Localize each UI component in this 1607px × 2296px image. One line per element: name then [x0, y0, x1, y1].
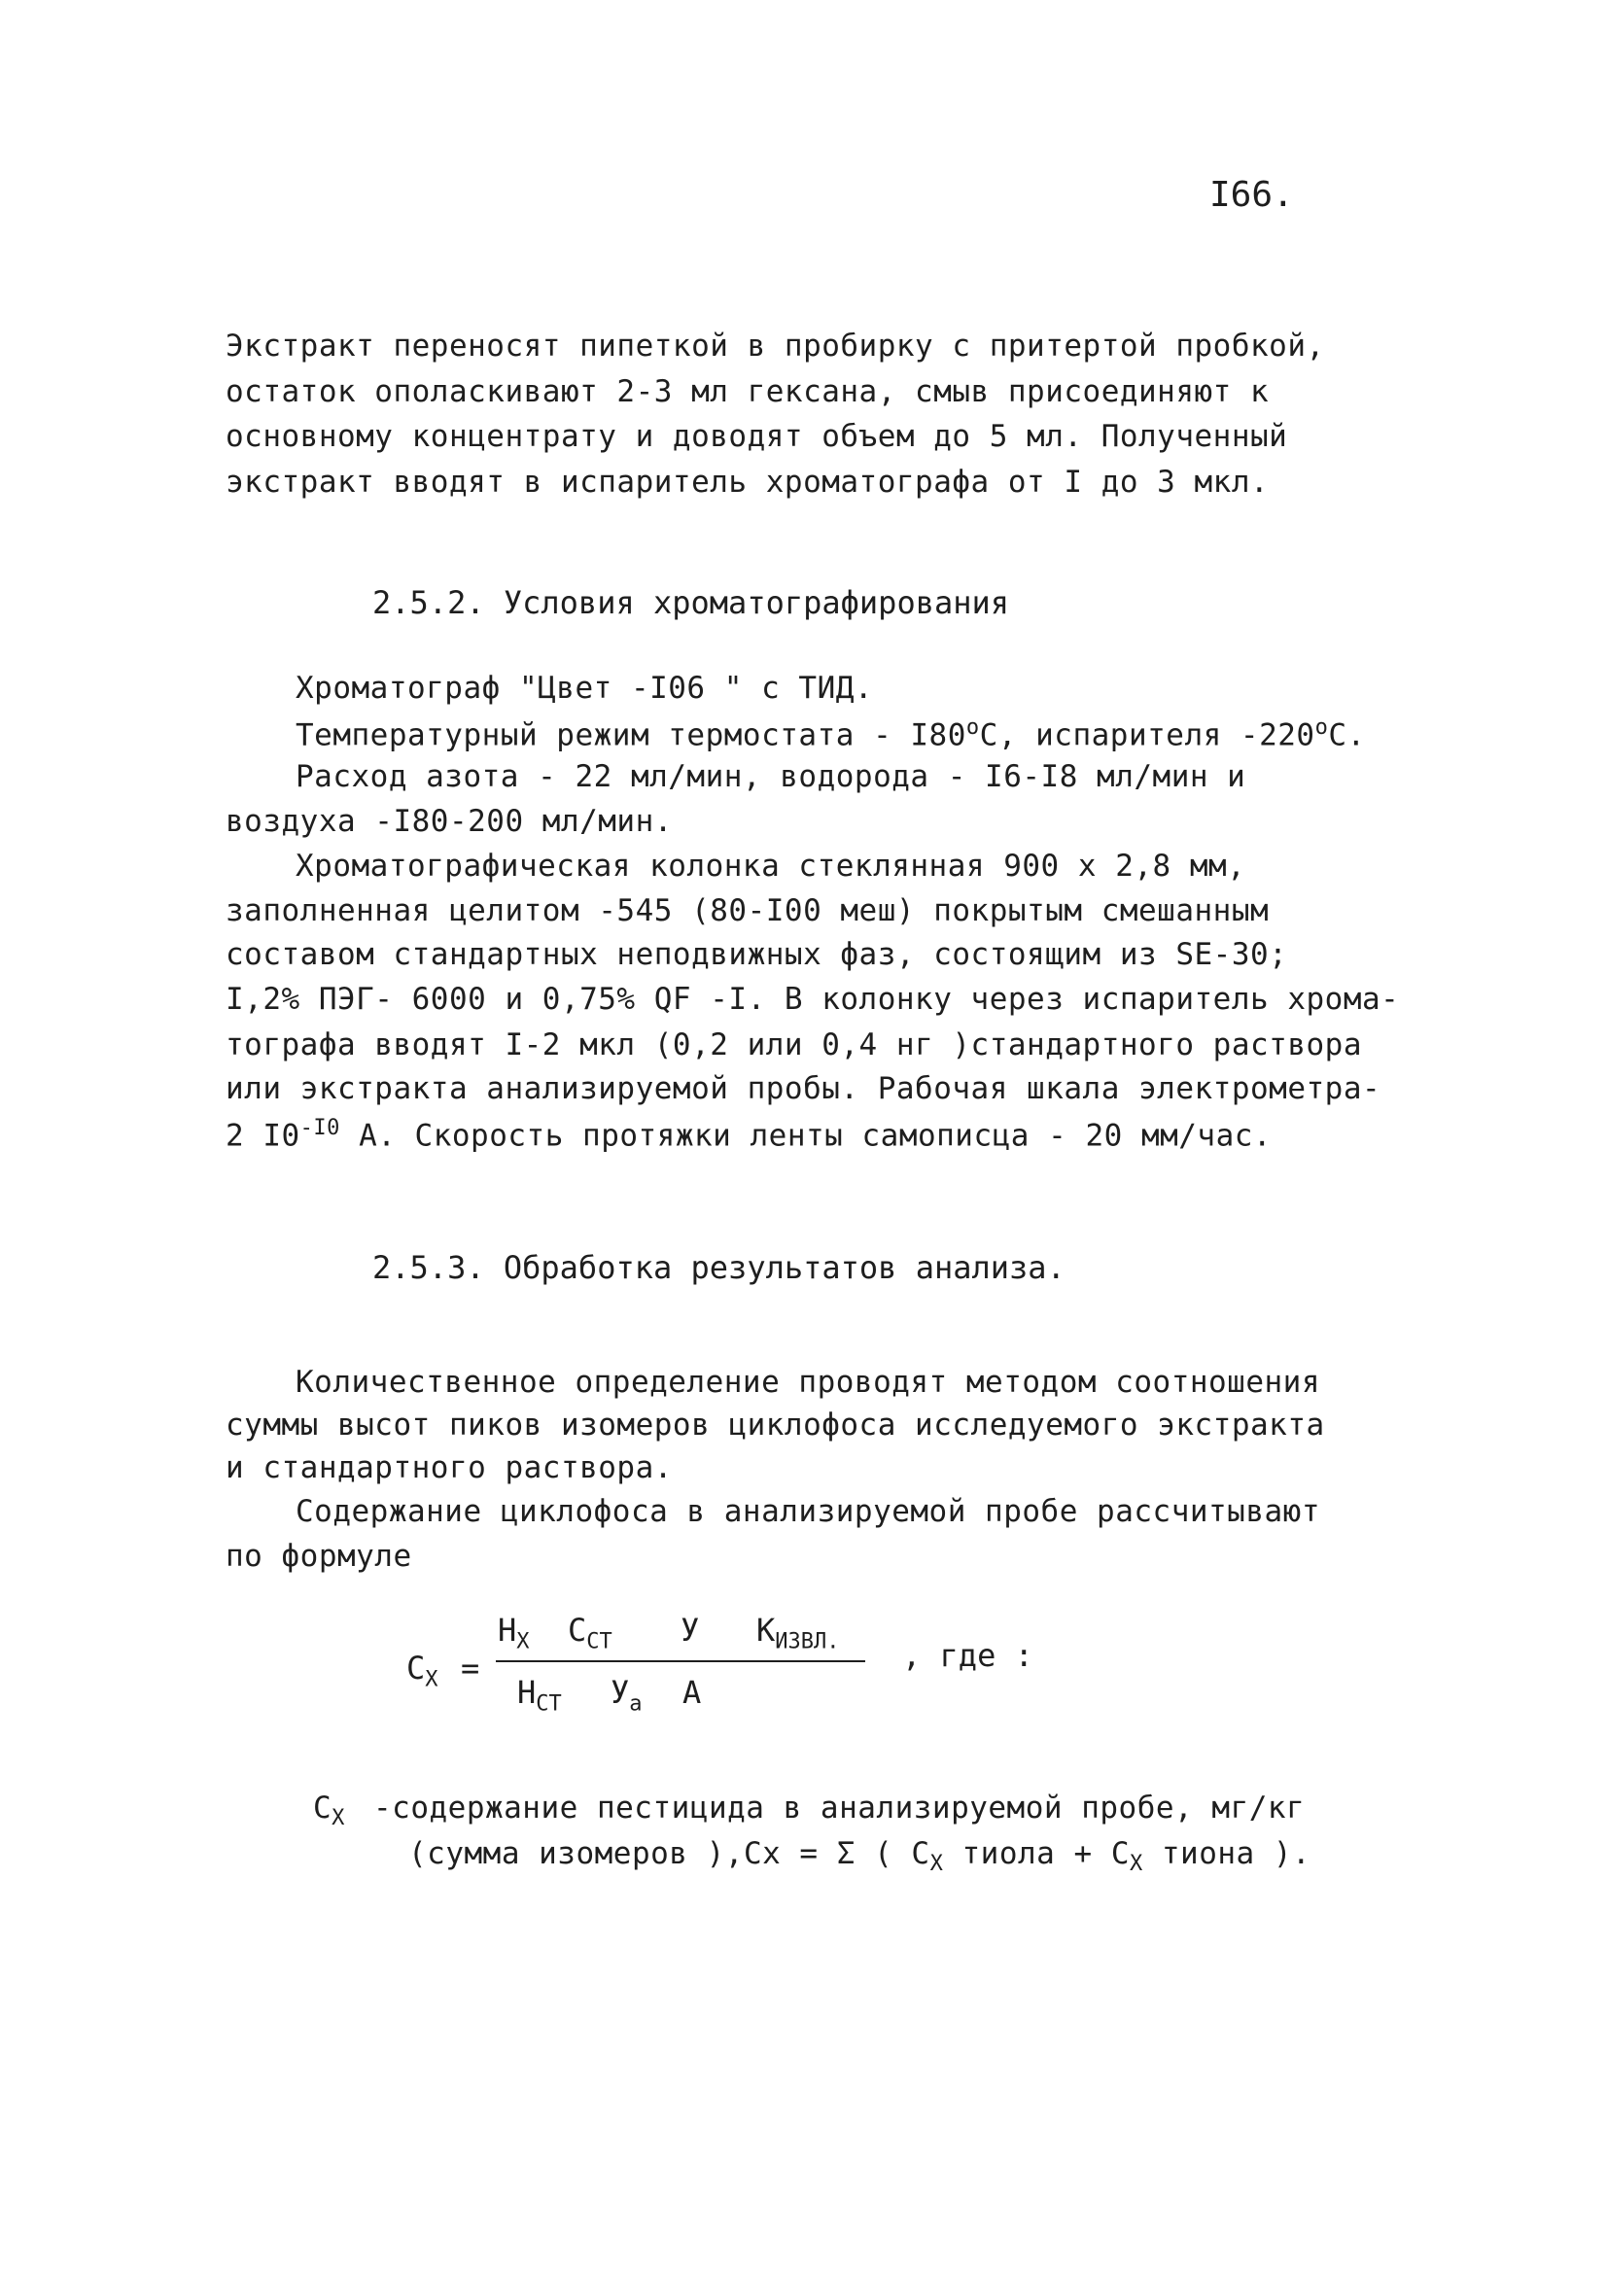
text-line: или экстракта анализируемой пробы. Рабочая шкала электрометра- [226, 1071, 1381, 1106]
section-heading: 2.5.3. Обработка результатов анализа. [372, 1249, 1066, 1286]
text-line: воздуха -I80-200 мл/мин. [226, 804, 673, 839]
numerator-k: $К_{ИЗВЛ.}$ [756, 1612, 840, 1654]
formula-where: , где : [902, 1637, 1033, 1674]
text-line: Хроматограф "Цвет -I06 " с ТИД. [296, 671, 874, 706]
numerator-h: $Н_Х$ [498, 1612, 530, 1654]
page-number: I66. [1209, 175, 1294, 215]
text-line: и стандартного раствора. [226, 1450, 673, 1485]
definition-symbol: $С_Х$ [313, 1791, 345, 1831]
text-line: остаток ополаскивают 2-3 мл гексана, смыв присоединяют к [226, 374, 1270, 409]
fraction-bar [496, 1660, 865, 1662]
text-line: Экстракт переносят пипеткой в пробирку с притертой пробкой, [226, 329, 1325, 364]
denominator-a: А [682, 1674, 702, 1711]
formula-equals: = [461, 1650, 480, 1687]
numerator-c: $С_{СТ}$ [568, 1612, 612, 1654]
text-line: заполненная целитом -545 (80-I00 меш) покрытым смешанным [226, 893, 1270, 928]
text-line: составом стандартных неподвижных фаз, состоящим из SE-30; [226, 937, 1288, 972]
text-line: основному концентрату и доводят объем до 5 мл. Полученный [226, 419, 1288, 454]
text-line: Количественное определение проводят методом соотношения [296, 1365, 1320, 1400]
denominator-h: $Н_{СТ}$ [517, 1674, 562, 1717]
section-heading: 2.5.2. Условия хроматографирования [372, 584, 1010, 621]
text-line: тографа вводят I-2 мкл (0,2 или 0,4 нг )стандартного раствора [226, 1027, 1362, 1062]
text-line: I,2% ПЭГ- 6000 и 0,75% QF -I. В колонку через испаритель хрома- [226, 982, 1400, 1017]
definition-line: -содержание пестицида в анализируемой пробе, мг/кг [373, 1791, 1306, 1826]
numerator-u: У [681, 1612, 700, 1649]
definition-line: (сумма изомеров ),Сх = Σ ( $С_Х$ тиола + $С_Х$ тиона ). [408, 1836, 1311, 1877]
formula-lhs: $С_Х$ [406, 1650, 438, 1692]
text-line: экстракт вводят в испаритель хроматографа от I до 3 мкл. [226, 465, 1270, 500]
text-line: по формуле [226, 1539, 412, 1574]
text-line: 2 $I0^{-I0}$ А. Скорость протяжки ленты самописца - 20 мм/час. [226, 1116, 1273, 1154]
text-line: Хроматографическая колонка стеклянная 900 х 2,8 мм, [296, 849, 1246, 884]
text-line: Содержание циклофоса в анализируемой пробе рассчитывают [296, 1494, 1320, 1529]
text-line: Температурный режим термостата - I80$^o$С, испарителя -220$^o$С. [296, 715, 1366, 753]
text-line: суммы высот пиков изомеров циклофоса исследуемого экстракта [226, 1408, 1325, 1443]
text-line: Расход азота - 22 мл/мин, водорода - I6-I8 мл/мин и [296, 759, 1246, 794]
denominator-u: $У_а$ [611, 1674, 643, 1717]
